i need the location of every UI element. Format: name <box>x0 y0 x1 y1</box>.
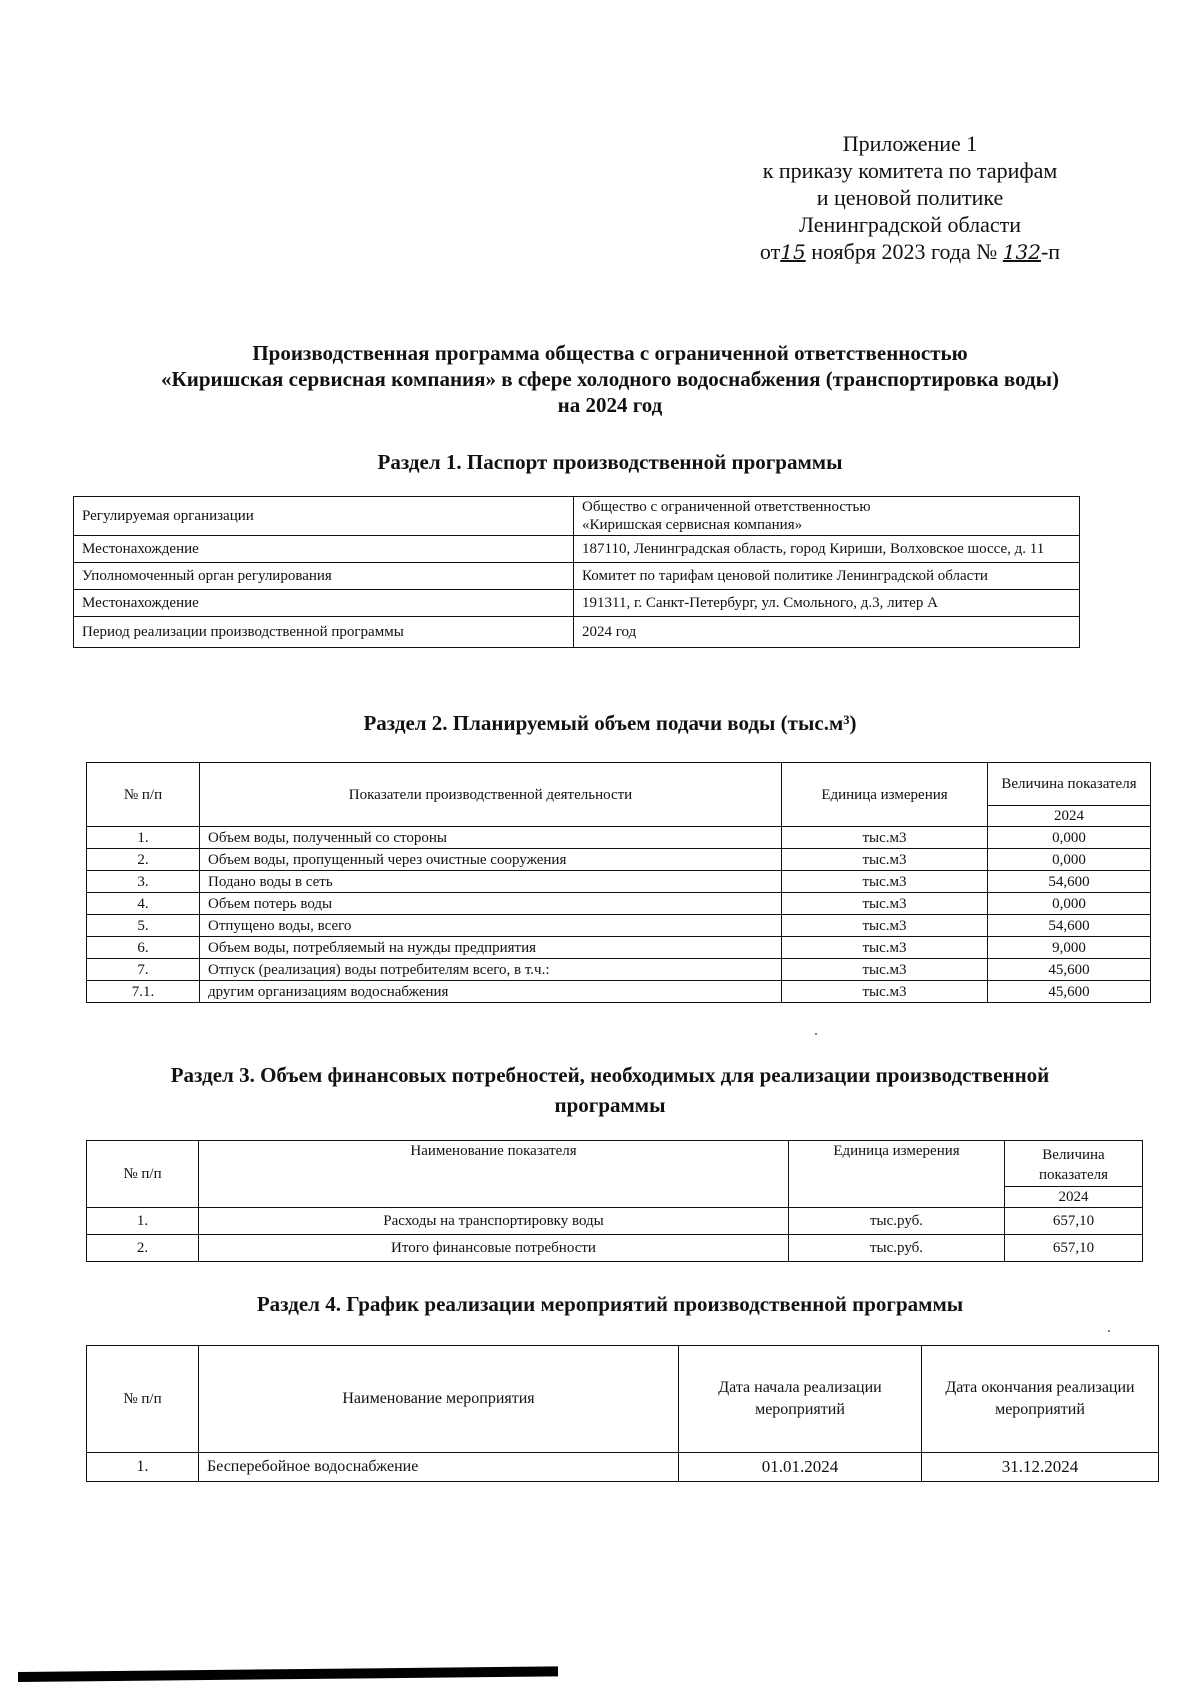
table-row <box>87 959 1151 981</box>
header-num: № п/п <box>87 1346 199 1453</box>
row-value: 657,10 <box>1005 1208 1143 1235</box>
section-4-heading: Раздел 4. График реализации мероприятий производственной программы <box>256 1292 964 1316</box>
passport-value: Комитет по тарифам ценовой политике Ленинградской области <box>574 563 1080 590</box>
row-num: 2. <box>87 849 200 871</box>
row-unit: тыс.м3 <box>782 827 988 849</box>
row-value: 54,600 <box>988 871 1151 893</box>
table-row <box>87 937 1151 959</box>
appendix-line-3: и ценовой политике <box>816 185 1004 210</box>
passport-value-line: Общество с ограниченной ответственностью <box>582 499 871 515</box>
order-number-suffix: -п <box>1040 239 1061 264</box>
row-name: Расходы на транспортировку воды <box>199 1208 789 1235</box>
section-1-heading: Раздел 1. Паспорт производственной программы <box>377 450 843 474</box>
row-num: 7.1. <box>87 981 200 1003</box>
row-value: 45,600 <box>988 981 1151 1003</box>
handwritten-day: 15 <box>780 240 806 264</box>
row-value: 0,000 <box>988 827 1151 849</box>
row-indicator: Отпуск (реализация) воды потребителям всего, в т.ч.: <box>200 959 782 981</box>
title-line-1: Производственная программа общества с ограниченной ответственностью <box>252 341 968 365</box>
table-row <box>87 827 1151 849</box>
passport-label: Местонахождение <box>74 536 574 563</box>
header-name: Наименование показателя <box>199 1141 789 1208</box>
table-row <box>74 590 1080 617</box>
row-value: 0,000 <box>988 893 1151 915</box>
passport-value-line: «Киришская сервисная компания» <box>582 517 803 533</box>
section-3-heading-line-2: программы <box>554 1093 666 1117</box>
financial-needs-table <box>86 1140 1143 1262</box>
table-row <box>87 1235 1143 1262</box>
table-row <box>87 1208 1143 1235</box>
table-header-row <box>87 1346 1159 1453</box>
row-num: 2. <box>87 1235 199 1262</box>
row-indicator: Объем потерь воды <box>200 893 782 915</box>
document-title <box>60 340 1160 418</box>
row-indicator: Объем воды, полученный со стороны <box>200 827 782 849</box>
row-num: 1. <box>87 827 200 849</box>
appendix-order-date <box>700 238 1120 266</box>
row-unit: тыс.м3 <box>782 893 988 915</box>
row-unit: тыс.м3 <box>782 937 988 959</box>
table-row <box>87 1453 1159 1482</box>
row-indicator: Отпущено воды, всего <box>200 915 782 937</box>
passport-label: Регулируемая организации <box>74 497 574 536</box>
table-row <box>87 871 1151 893</box>
header-num: № п/п <box>87 763 200 827</box>
row-indicator: Объем воды, потребляемый на нужды предприятия <box>200 937 782 959</box>
passport-value: 2024 год <box>574 617 1080 648</box>
row-value: 9,000 <box>988 937 1151 959</box>
row-name: Итого финансовые потребности <box>199 1235 789 1262</box>
table-row <box>87 981 1151 1003</box>
header-end-date: Дата окончания реализации мероприятий <box>922 1346 1159 1453</box>
appendix-line-4: Ленинградской области <box>799 212 1021 237</box>
schedule-table <box>86 1345 1159 1482</box>
table-row <box>87 915 1151 937</box>
table-row <box>74 497 1080 536</box>
appendix-line-1: Приложение 1 <box>842 131 978 156</box>
row-value: 0,000 <box>988 849 1151 871</box>
passport-value: 191311, г. Санкт-Петербург, ул. Смольного, д.3, литер А <box>574 590 1080 617</box>
table-row <box>74 563 1080 590</box>
row-value: 657,10 <box>1005 1235 1143 1262</box>
table-row <box>74 536 1080 563</box>
appendix-header <box>700 130 1120 266</box>
row-num: 7. <box>87 959 200 981</box>
row-num: 4. <box>87 893 200 915</box>
row-unit: тыс.руб. <box>789 1208 1005 1235</box>
header-value: Величина показателя <box>988 763 1151 806</box>
passport-value <box>574 497 1080 536</box>
passport-label: Местонахождение <box>74 590 574 617</box>
row-num: 1. <box>87 1208 199 1235</box>
row-unit: тыс.руб. <box>789 1235 1005 1262</box>
row-unit: тыс.м3 <box>782 849 988 871</box>
section-3-heading <box>60 1060 1160 1120</box>
handwritten-order-number: 132 <box>1002 240 1041 264</box>
date-prefix: от <box>759 239 781 264</box>
row-value: 45,600 <box>988 959 1151 981</box>
header-unit: Единица измерения <box>789 1141 1005 1208</box>
section-3-heading-line-1: Раздел 3. Объем финансовых потребностей, необходимых для реализации производственной <box>170 1063 1050 1087</box>
passport-table <box>73 496 1080 648</box>
header-indicator: Показатели производственной деятельности <box>200 763 782 827</box>
title-line-3: на 2024 год <box>557 393 663 417</box>
header-value: Величина показателя <box>1005 1141 1143 1187</box>
scan-artifact <box>1108 1330 1110 1332</box>
row-unit: тыс.м3 <box>782 915 988 937</box>
table-header-row <box>87 763 1151 806</box>
header-start-date: Дата начала реализации мероприятий <box>679 1346 922 1453</box>
appendix-line-2: к приказу комитета по тарифам <box>762 158 1058 183</box>
passport-label: Уполномоченный орган регулирования <box>74 563 574 590</box>
row-indicator: Подано воды в сеть <box>200 871 782 893</box>
scan-artifact <box>815 1033 817 1035</box>
passport-label: Период реализации производственной программы <box>74 617 574 648</box>
row-num: 1. <box>87 1453 199 1482</box>
row-num: 3. <box>87 871 200 893</box>
header-unit: Единица измерения <box>782 763 988 827</box>
header-year: 2024 <box>988 806 1151 827</box>
section-2-heading: Раздел 2. Планируемый объем подачи воды (тыс.м³) <box>363 711 857 735</box>
row-indicator: Объем воды, пропущенный через очистные сооружения <box>200 849 782 871</box>
row-unit: тыс.м3 <box>782 981 988 1003</box>
passport-value: 187110, Ленинградская область, город Кириши, Волховское шоссе, д. 11 <box>574 536 1080 563</box>
row-name: Бесперебойное водоснабжение <box>199 1453 679 1482</box>
row-value: 54,600 <box>988 915 1151 937</box>
title-line-2: «Киришская сервисная компания» в сфере холодного водоснабжения (транспортировка воды) <box>161 367 1059 391</box>
row-num: 6. <box>87 937 200 959</box>
water-volume-table <box>86 762 1151 1003</box>
header-year: 2024 <box>1005 1187 1143 1208</box>
row-num: 5. <box>87 915 200 937</box>
row-indicator: другим организациям водоснабжения <box>200 981 782 1003</box>
row-end-date: 31.12.2024 <box>922 1453 1159 1482</box>
date-rest: ноября 2023 года № <box>811 239 998 264</box>
header-name: Наименование мероприятия <box>199 1346 679 1453</box>
table-row <box>87 849 1151 871</box>
header-num: № п/п <box>87 1141 199 1208</box>
scan-edge-bar <box>18 1666 558 1682</box>
table-header-row <box>87 1141 1143 1187</box>
table-row <box>87 893 1151 915</box>
row-unit: тыс.м3 <box>782 871 988 893</box>
row-start-date: 01.01.2024 <box>679 1453 922 1482</box>
row-unit: тыс.м3 <box>782 959 988 981</box>
table-row <box>74 617 1080 648</box>
